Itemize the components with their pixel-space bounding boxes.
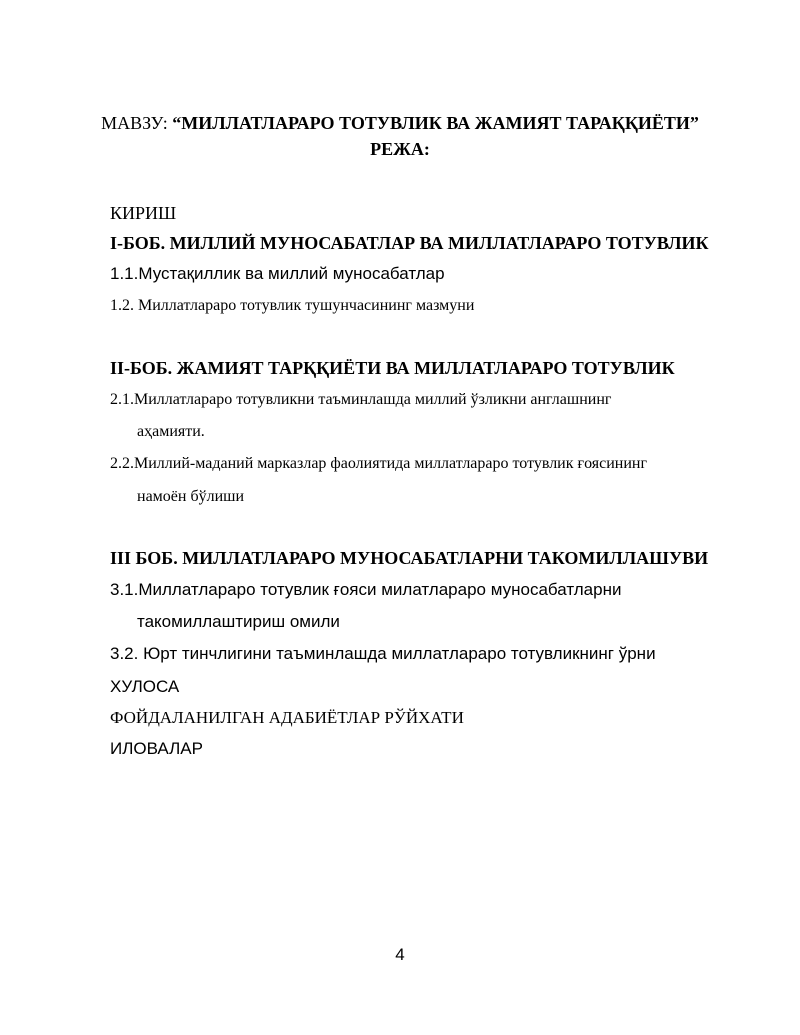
topic-title: “МИЛЛАТЛАРАРО ТОТУВЛИК ВА ЖАМИЯТ ТАРАҚҚИЁТИ” — [172, 113, 699, 133]
topic-line — [0, 114, 800, 132]
section-3-2: 3.2. Юрт тинчлигини таъминлашда миллатлараро тотувликнинг ўрни — [110, 644, 656, 663]
chapter3-title: III БОБ. МИЛЛАТЛАРАРО МУНОСАБАТЛАРНИ ТАКОМИЛЛАШУВИ — [110, 548, 709, 568]
conclusion-item: ХУЛОСА — [110, 677, 180, 696]
section-1-1: 1.1.Мустақиллик ва миллий муносабатлар — [110, 264, 445, 283]
section-2-1-line2: аҳамияти. — [137, 423, 205, 440]
section-3-1-line1: 3.1.Миллатлараро тотувлик ғояси милатлараро муносабатларни — [110, 580, 622, 599]
topic-prefix: МАВЗУ: — [101, 113, 173, 133]
chapter1-title: I-БОБ. МИЛЛИЙ МУНОСАБАТЛАР ВА МИЛЛАТЛАРАРО ТОТУВЛИК — [110, 233, 709, 253]
chapter2-title: II-БОБ. ЖАМИЯТ ТАРҚҚИЁТИ ВА МИЛЛАТЛАРАРО ТОТУВЛИК — [110, 358, 675, 378]
appendices-item: ИЛОВАЛАР — [110, 739, 203, 758]
references-item: ФОЙДАЛАНИЛГАН АДАБИЁТЛАР РЎЙХАТИ — [110, 708, 464, 727]
section-2-2-line1: 2.2.Миллий-маданий марказлар фаолиятида миллатлараро тотувлик ғоясининг — [110, 455, 648, 472]
intro-item: КИРИШ — [110, 203, 177, 223]
section-2-1-line1: 2.1.Миллатлараро тотувликни таъминлашда миллий ўзликни англашнинг — [110, 391, 612, 408]
plan-heading: РЕЖА: — [370, 139, 430, 159]
page-number: 4 — [395, 945, 405, 964]
section-3-1-line2: такомиллаштириш омили — [137, 612, 340, 631]
section-1-2: 1.2. Миллатлараро тотувлик тушунчасининг мазмуни — [110, 297, 475, 314]
section-2-2-line2: намоён бўлиши — [137, 488, 245, 505]
